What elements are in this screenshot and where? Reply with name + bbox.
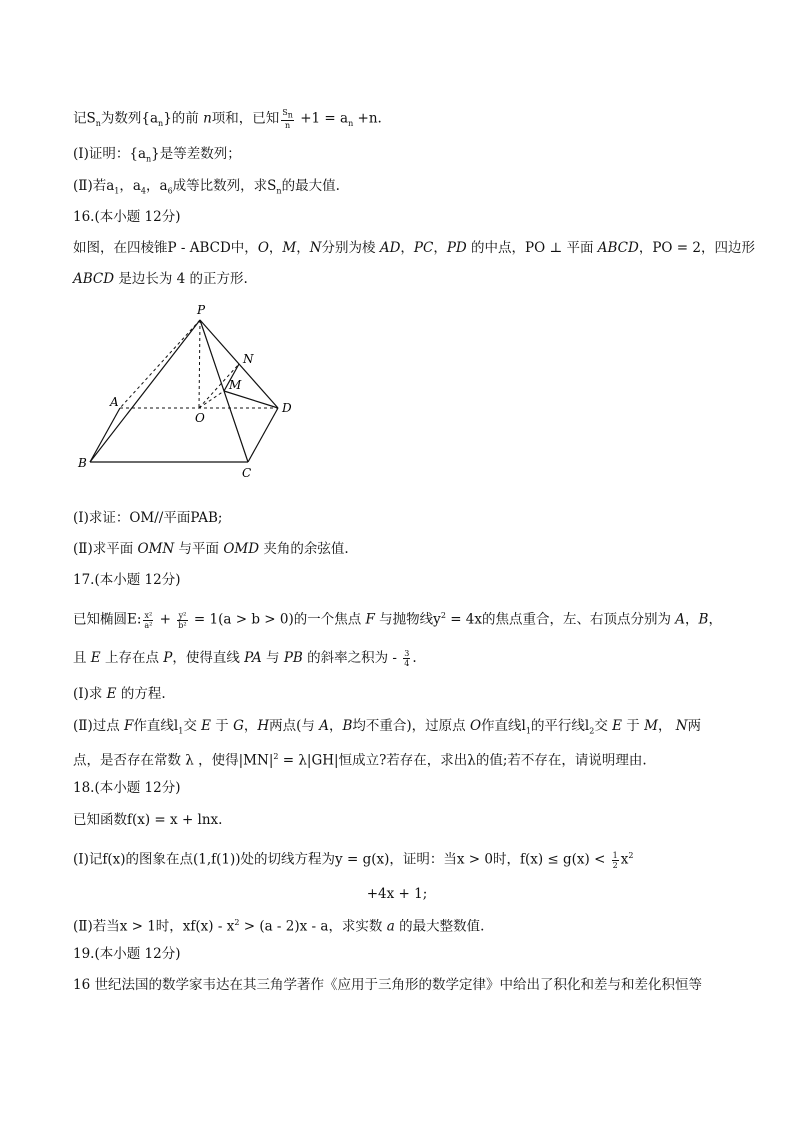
label-C: C [242,466,252,480]
q15-fraction: $\frac{S_n}{n}$ [282,108,293,130]
q17-stem-line1: 已知椭圆E: $\frac{\text{x²}}{\text{a²}}$ + $\frac{\text{y²}}{\text{b²}}$ = 1(a > b > 0)的一个焦点 F 与抛物线$y^2 = 4x$的焦点重合，左、右顶点分别为 A，B， [73,610,722,630]
q19-stem: 16 世纪法国的数学家韦达在其三角学著作《应用于三角形的数学定律》中给出了积化和差与和差化积恒等 [73,977,702,993]
edge-PA [120,320,200,408]
label-N: N [243,352,254,366]
edge-AB [90,408,120,462]
label-B: B [78,456,87,470]
q17-part2-line1: (Ⅱ)过点 F作直线$l_1$交 E 于 G，H两点(与 A，B均不重合)，过原点 O作直线$l_1$的平行线$l_2$交 E 于 M， N两 [73,718,702,736]
q17-part1: (Ⅰ)求 E 的方程. [73,686,166,702]
q18-part1-line2: +4x + 1; [366,886,428,902]
q18-header: 18.(本小题 12分) [73,780,181,796]
q16-part1: (Ⅰ)求证：OM//平面PAB; [73,510,223,526]
segment-PO [199,320,200,408]
q15-part2: (Ⅱ)若$a_1$，$a_4$，$a_6$成等比数列，求$S_n$的最大值. [73,178,340,196]
q18-part2: (Ⅱ)若当x > 1时，$xf(x) - x^2 > (a - 2)x - a$，求实数 a 的最大整数值. [73,918,485,935]
pyramid-diagram [70,300,310,490]
q16-part2: (Ⅱ)求平面 OMN 与平面 OMD 夹角的余弦值. [73,541,349,557]
label-A: A [110,395,119,409]
label-P: P [197,303,206,317]
q19-header: 19.(本小题 12分) [73,946,181,962]
q17-header: 17.(本小题 12分) [73,572,181,588]
q15-part1: (Ⅰ)证明：$\{a_n\}$是等差数列； [73,146,241,164]
q18-part1-line1: (Ⅰ)记f(x)的图象在点(1,f(1))处的切线方程为y = g(x)，证明：当x > 0时，f(x) ≤ g(x) < $\frac{1}{2}$ $x^2$ [73,850,634,870]
q15-stem: 记$S_n$为数列$\{a_n\}$的前 n项和，已知 $\frac{S_n}{n}$ $+1 = a_n +n$. [73,108,382,130]
q18-stem: 已知函数f(x) = x + lnx. [73,812,223,828]
pyramid-figure [70,300,310,490]
q17-stem-line2: 且 E 上存在点 P，使得直线 PA 与 PB 的斜率之积为 - $\frac{3}{4}$ . [73,649,417,668]
label-D: D [282,401,292,415]
q16-header: 16.(本小题 12分) [73,209,181,225]
q16-stem-line2: ABCD 是边长为 4 的正方形. [73,271,248,287]
q17-part2-line2: 点，是否存在常数 λ ，使得$|MN|^2 = \lambda|GH|$恒成立?若存在，求出λ的值;若不存在，请说明理由. [73,752,647,769]
edge-CD [248,408,278,462]
label-O: O [195,411,205,425]
edge-PB [90,320,200,462]
q16-stem-line1: 如图，在四棱锥P - ABCD中，O，M，N分别为棱 AD，PC，PD 的中点，PO ⊥ 平面 ABCD，PO = 2，四边形 [73,240,755,256]
label-M: M [229,378,242,392]
